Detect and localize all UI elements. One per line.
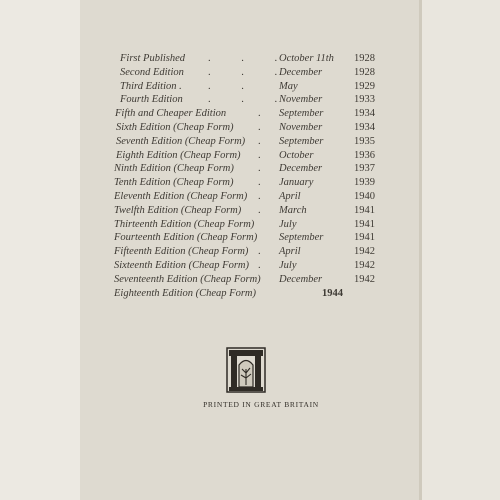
edition-month: November: [279, 94, 323, 106]
edition-month: November: [279, 122, 323, 133]
edition-row: [80, 231, 420, 245]
edition-name: Ninth Edition (Cheap Form): [114, 163, 234, 175]
edition-row: [80, 190, 420, 204]
edition-row: [80, 162, 420, 176]
edition-name: Fifteenth Edition (Cheap Form): [114, 246, 249, 258]
edition-name: Eighteenth Edition (Cheap Form): [114, 287, 257, 299]
edition-name: Seventh Edition (Cheap Form): [116, 135, 246, 147]
leader-dots: .: [258, 108, 275, 120]
leader-dots: . . .: [208, 94, 292, 106]
edition-month: July: [279, 260, 297, 271]
edition-row: [80, 245, 420, 259]
edition-year: 1928: [354, 53, 375, 64]
leader-dots: .: [258, 122, 275, 133]
edition-year: 1934: [354, 108, 375, 120]
edition-name: Tenth Edition (Cheap Form): [114, 177, 234, 189]
edition-month: April: [279, 246, 301, 258]
edition-year: 1941: [354, 204, 375, 216]
edition-month: July: [279, 218, 297, 230]
leader-dots: .: [258, 149, 275, 161]
edition-row: [80, 176, 420, 190]
edition-month: December: [279, 163, 323, 175]
edition-name: Fourth Edition: [120, 94, 183, 106]
edition-year: 1941: [354, 218, 375, 230]
book-page: [80, 0, 420, 500]
edition-month: September: [279, 232, 324, 244]
edition-row: [80, 107, 420, 121]
edition-year: 1936: [354, 149, 375, 161]
leader-dots: .: [258, 163, 275, 175]
edition-row: [80, 204, 420, 218]
leader-dots: .: [258, 246, 275, 258]
edition-name: Fifth and Cheaper Edition: [115, 108, 227, 120]
edition-name: Thirteenth Edition (Cheap Form): [114, 218, 255, 230]
edition-year: 1942: [354, 273, 375, 285]
edition-name: Second Edition: [120, 66, 184, 78]
background-right: [421, 0, 500, 500]
edition-name: Third Edition .: [120, 80, 182, 92]
edition-year: 1928: [354, 66, 375, 78]
edition-year: 1940: [354, 191, 375, 202]
edition-row: [80, 287, 420, 301]
edition-year: 1944: [322, 287, 343, 299]
edition-month: October: [279, 149, 314, 161]
leader-dots: .: [258, 191, 275, 202]
leader-dots: . . .: [208, 66, 292, 78]
edition-year: 1934: [354, 122, 375, 133]
edition-year: 1933: [354, 94, 375, 106]
edition-year: 1939: [354, 177, 375, 189]
edition-month: April: [279, 191, 301, 202]
edition-row: [80, 121, 420, 135]
edition-month: September: [279, 135, 324, 147]
edition-name: Sixteenth Edition (Cheap Form): [114, 260, 250, 271]
edition-name: First Published: [120, 53, 186, 64]
edition-row: [80, 135, 420, 149]
leader-dots: .: [258, 260, 275, 271]
edition-month: May: [279, 80, 298, 92]
printed-in-line: PRINTED IN GREAT BRITAIN: [203, 400, 319, 409]
edition-row: [80, 52, 420, 66]
leader-dots: . .: [208, 80, 258, 92]
leader-dots: .: [258, 204, 275, 216]
edition-name: Sixth Edition (Cheap Form): [116, 122, 234, 133]
edition-name: Seventeenth Edition (Cheap Form): [114, 273, 261, 285]
edition-month: January: [279, 177, 314, 189]
edition-month: December: [279, 66, 323, 78]
edition-year: 1942: [354, 260, 375, 271]
background-left: [0, 0, 82, 500]
edition-row: [80, 218, 420, 232]
leader-dots: .: [258, 177, 275, 189]
leader-dots: . . .: [208, 53, 292, 64]
edition-month: March: [279, 204, 307, 216]
edition-name: Fourteenth Edition (Cheap Form): [114, 232, 258, 244]
edition-row: [80, 149, 420, 163]
edition-year: 1942: [354, 246, 375, 258]
edition-month: September: [279, 108, 324, 120]
edition-month: December: [279, 273, 323, 285]
edition-year: 1937: [354, 163, 375, 175]
edition-year: 1935: [354, 135, 375, 147]
edition-month: October 11th: [279, 53, 334, 64]
edition-name: Eleventh Edition (Cheap Form): [114, 191, 248, 202]
edition-row: [80, 93, 420, 107]
edition-row: [80, 273, 420, 287]
edition-year: 1941: [354, 232, 375, 244]
edition-name: Twelfth Edition (Cheap Form): [114, 204, 242, 216]
edition-name: Eighth Edition (Cheap Form): [116, 149, 241, 161]
edition-row: [80, 80, 420, 94]
edition-row: [80, 66, 420, 80]
leader-dots: .: [258, 135, 275, 147]
publisher-device-icon: [226, 347, 266, 393]
edition-year: 1929: [354, 80, 375, 92]
edition-row: [80, 259, 420, 273]
